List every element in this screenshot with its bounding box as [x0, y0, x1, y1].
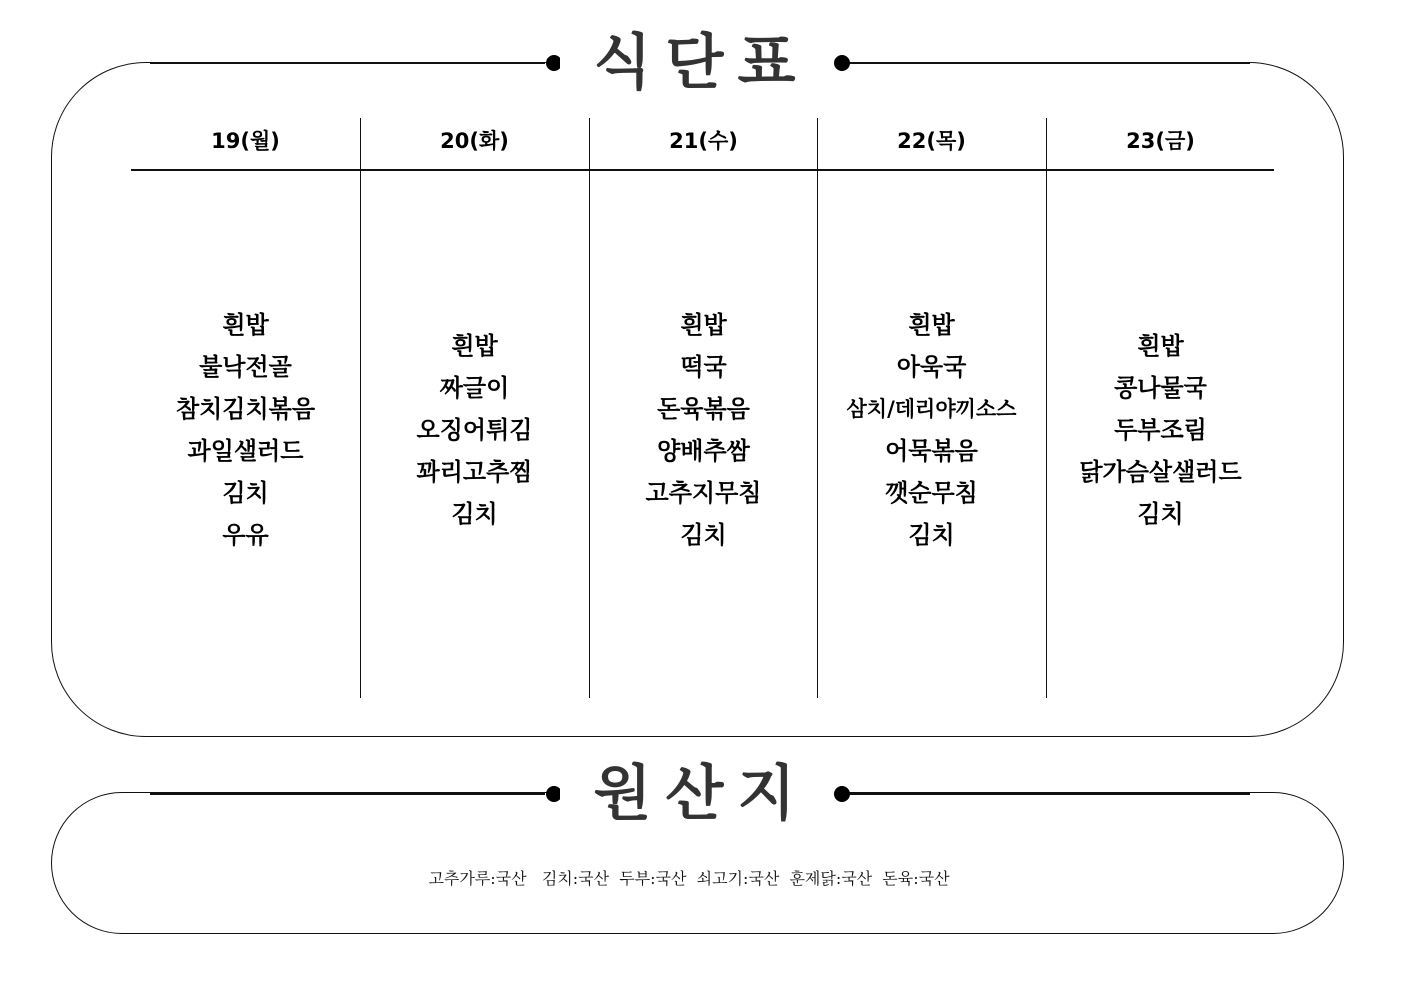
menu-item: 김치 — [451, 500, 498, 528]
menu-item: 김치 — [680, 521, 727, 549]
menu-item: 고추지무침 — [645, 479, 762, 507]
header-divider — [131, 169, 1274, 171]
title-dot-right — [834, 55, 850, 71]
menu-item: 김치 — [1137, 500, 1184, 528]
day-header-fri: 23(금) — [1126, 129, 1195, 153]
day-header-tue: 20(화) — [440, 129, 509, 153]
menu-item: 과일샐러드 — [187, 437, 304, 465]
menu-item: 참치김치볶음 — [175, 395, 316, 423]
menu-item: 깻순무침 — [885, 479, 978, 507]
menu-item: 닭가슴살샐러드 — [1079, 458, 1242, 486]
menu-item: 어묵볶음 — [885, 437, 978, 465]
menu-title: 식단표 — [560, 28, 843, 98]
title-line-left — [150, 62, 545, 64]
menu-item: 김치 — [908, 521, 955, 549]
day-menu-fri — [1046, 180, 1275, 680]
menu-item: 흰밥 — [908, 311, 955, 339]
menu-item: 아욱국 — [896, 353, 967, 381]
day-header-thu: 22(목) — [897, 129, 966, 153]
menu-item: 흰밥 — [680, 311, 727, 339]
title-line-right — [850, 793, 1250, 795]
title-line-left — [150, 793, 545, 795]
menu-item: 흰밥 — [1137, 332, 1184, 360]
menu-item: 불낙전골 — [199, 353, 292, 381]
origin-info-text: 고추가루:국산 김치:국산 두부:국산 쇠고기:국산 훈제닭:국산 돈육:국산 — [428, 869, 950, 888]
menu-item: 떡국 — [680, 353, 727, 381]
menu-item: 두부조림 — [1114, 416, 1207, 444]
menu-item: 콩나물국 — [1114, 374, 1207, 402]
menu-item: 김치 — [222, 479, 269, 507]
day-header-wed: 21(수) — [669, 129, 738, 153]
menu-item: 꽈리고추찜 — [416, 458, 533, 486]
day-menu-tue — [360, 180, 589, 680]
menu-item: 흰밥 — [451, 332, 498, 360]
day-menu-mon — [131, 180, 360, 680]
menu-item: 양배추쌈 — [657, 437, 750, 465]
menu-item: 오징어튀김 — [416, 416, 533, 444]
menu-item: 돈육볶음 — [657, 395, 750, 423]
menu-title-bar — [0, 28, 1403, 98]
menu-item: 우유 — [222, 521, 269, 549]
origin-title: 원산지 — [560, 759, 843, 829]
title-line-right — [850, 62, 1250, 64]
origin-title-bar — [0, 759, 1403, 829]
day-menu-wed — [589, 180, 818, 680]
menu-item: 흰밥 — [222, 311, 269, 339]
title-dot-right — [834, 786, 850, 802]
menu-item: 짜글이 — [439, 374, 510, 402]
day-menu-thu — [817, 180, 1046, 680]
day-header-mon: 19(월) — [211, 129, 280, 153]
menu-item: 삼치/데리야끼소스 — [846, 397, 1017, 421]
